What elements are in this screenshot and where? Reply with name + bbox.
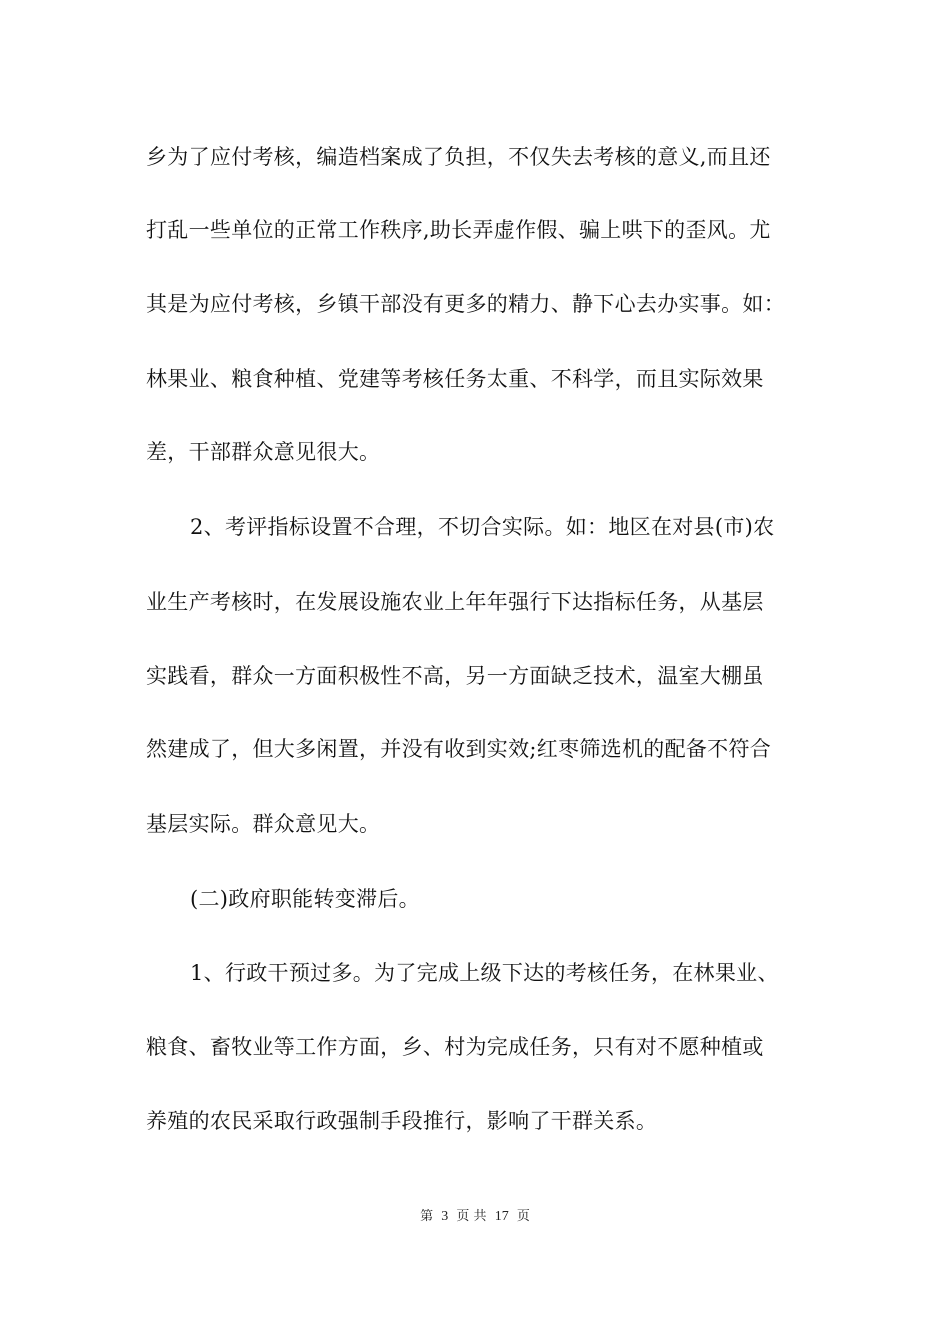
footer-current-page: 3 [441, 1209, 449, 1224]
footer-middle: 页 共 [456, 1209, 487, 1224]
page-footer [0, 1208, 950, 1226]
text-line-10: 基层实际。群众意见大。 [146, 812, 381, 836]
paragraph-start-2: 2、考评指标设置不合理，不切合实际。如：地区在对县(市)农 [190, 515, 775, 539]
text-line-5: 差，干部群众意见很大。 [146, 440, 381, 464]
text-line-14: 养殖的农民采取行政强制手段推行，影响了干群关系。 [146, 1109, 658, 1133]
text-line-4: 林果业、粮食种植、党建等考核任务太重、不科学，而且实际效果 [146, 367, 764, 391]
footer-total-pages: 17 [494, 1209, 509, 1224]
text-line-9: 然建成了，但大多闲置，并没有收到实效;红枣筛选机的配备不符合 [146, 737, 772, 761]
section-heading: (二)政府职能转变滞后。 [190, 887, 420, 911]
text-line-3: 其是为应付考核，乡镇干部没有更多的精力、静下心去办实事。如： [146, 292, 785, 316]
text-line-7: 业生产考核时，在发展设施农业上年年强行下达指标任务，从基层 [146, 590, 764, 614]
text-line-8: 实践看，群众一方面积极性不高，另一方面缺乏技术，温室大棚虽 [146, 664, 764, 688]
text-line-1: 乡为了应付考核，编造档案成了负担，不仅失去考核的意义,而且还 [146, 145, 771, 169]
text-line-13: 粮食、畜牧业等工作方面，乡、村为完成任务，只有对不愿种植或 [146, 1035, 764, 1059]
paragraph-start-1: 1、行政干预过多。为了完成上级下达的考核任务，在林果业、 [190, 961, 779, 985]
footer-suffix: 页 [516, 1209, 530, 1224]
footer-prefix: 第 [420, 1209, 434, 1224]
text-line-2: 打乱一些单位的正常工作秩序,助长弄虚作假、骗上哄下的歪风。尤 [146, 218, 771, 242]
